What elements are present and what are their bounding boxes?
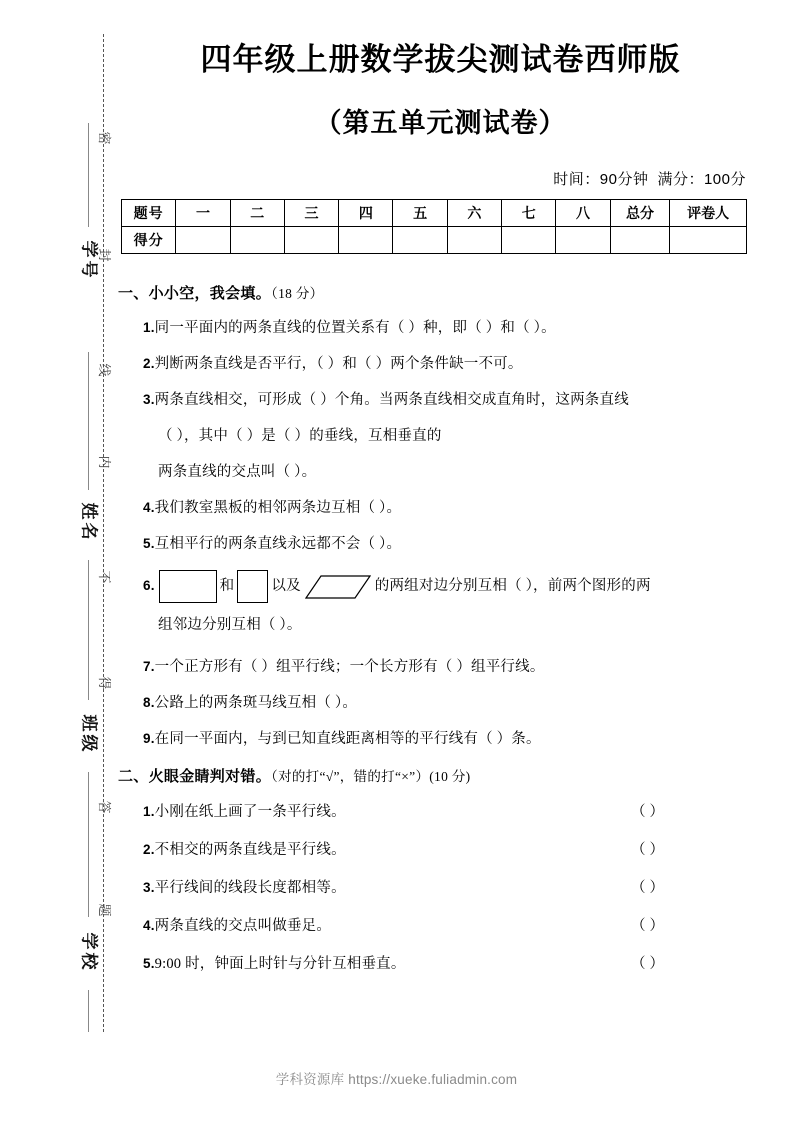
q2-4-number: 4. xyxy=(143,918,155,933)
score-cell-5[interactable] xyxy=(447,227,501,254)
seal-margin xyxy=(0,0,118,1122)
score-cell-2[interactable] xyxy=(284,227,338,254)
q1-3-line-1 xyxy=(143,388,629,409)
q2-2-line xyxy=(143,838,346,859)
square-figure-icon xyxy=(237,570,268,603)
q1-3-line-3 xyxy=(158,460,316,481)
seal-char-7: 题 xyxy=(97,903,112,917)
q1-4-number: 4. xyxy=(143,500,155,515)
seal-char-2: 线 xyxy=(97,363,112,377)
q1-1-line-1 xyxy=(143,316,556,337)
field-label-xingming: 姓名 xyxy=(79,502,99,543)
q1-3-text-line1: 两条直线相交，可形成（ ）个角。当两条直线相交成直角时，这两条直线 xyxy=(154,392,629,408)
q1-6-line-2 xyxy=(158,613,302,634)
q2-3-number: 3. xyxy=(143,880,155,895)
q2-1-number: 1. xyxy=(143,804,155,819)
exam-time-label: 时间：90分钟 xyxy=(553,171,649,188)
score-cell-4[interactable] xyxy=(393,227,447,254)
q2-1-answer-box[interactable]: （ ） xyxy=(631,804,665,820)
score-cell-6[interactable] xyxy=(502,227,556,254)
field-rule-xuehao xyxy=(88,123,89,227)
section-1-label: 一、小小空，我会填。 xyxy=(118,285,272,302)
q1-6-text-b: 以及 xyxy=(271,577,301,594)
q2-1-text: 小刚在纸上画了一条平行线。 xyxy=(154,804,346,820)
q1-6-text-c: 的两组对边分别互相（ ），前两个图形的两 xyxy=(374,577,651,594)
q1-6-line-1 xyxy=(143,570,651,603)
q1-2-number: 2. xyxy=(143,356,155,371)
score-cell-7[interactable] xyxy=(556,227,610,254)
score-table-col-total: 总分 xyxy=(610,200,670,227)
score-table-col-5: 六 xyxy=(447,200,501,227)
q2-4-answer-box[interactable]: （ ） xyxy=(631,918,665,934)
q1-8-text: 公路上的两条斑马线互相（ ）。 xyxy=(154,695,358,711)
q1-6-number: 6. xyxy=(143,577,155,593)
exam-sheet xyxy=(118,0,793,1122)
parallelogram-figure-icon xyxy=(305,575,371,599)
score-table-col-0: 一 xyxy=(176,200,230,227)
table-row-header xyxy=(122,200,747,227)
score-table xyxy=(121,199,747,254)
q1-1-number: 1. xyxy=(143,320,155,335)
q2-5-text: 9:00 时，钟面上时针与分针互相垂直。 xyxy=(154,956,406,972)
q1-3-line-2 xyxy=(158,424,442,445)
q1-4-line-1 xyxy=(143,496,401,517)
q2-5-number: 5. xyxy=(143,956,155,971)
score-table-col-4: 五 xyxy=(393,200,447,227)
exam-score-label: 满分：100分 xyxy=(657,171,746,188)
section-2-points: （对的打“√”，错的打“×”）(10 分) xyxy=(271,769,471,784)
q1-5-line-1 xyxy=(143,532,401,553)
q1-8-line-1 xyxy=(143,691,357,712)
score-table-col-3: 四 xyxy=(339,200,393,227)
q2-2-text: 不相交的两条直线是平行线。 xyxy=(154,842,346,858)
q1-6-text-line2: 组邻边分别互相（ ）。 xyxy=(158,617,302,633)
score-cell-grader[interactable] xyxy=(670,227,747,254)
q2-3-text: 平行线间的线段长度都相等。 xyxy=(154,880,346,896)
q1-9-number: 9. xyxy=(143,731,155,746)
q2-4-line xyxy=(143,914,331,935)
q1-7-text: 一个正方形有（ ）组平行线；一个长方形有（ ）组平行线。 xyxy=(154,659,545,675)
q2-4-text: 两条直线的交点叫做垂足。 xyxy=(154,918,332,934)
q1-5-number: 5. xyxy=(143,536,155,551)
seal-char-0: 密 xyxy=(97,131,112,145)
q2-5-line xyxy=(143,952,406,973)
score-table-col-1: 二 xyxy=(230,200,284,227)
q2-2-number: 2. xyxy=(143,842,155,857)
score-table-col-6: 七 xyxy=(502,200,556,227)
seal-char-1: 封 xyxy=(97,248,112,262)
score-cell-1[interactable] xyxy=(230,227,284,254)
page-title: 四年级上册数学拔尖测试卷西师版 xyxy=(200,42,681,77)
score-table-col-7: 八 xyxy=(556,200,610,227)
footer-credit: 学科资源库 https://xueke.fuliadmin.com xyxy=(275,1072,518,1087)
section-heading-2 xyxy=(118,765,470,786)
q1-3-number: 3. xyxy=(143,392,155,407)
score-table-row-label-0: 题号 xyxy=(122,200,176,227)
q1-7-number: 7. xyxy=(143,659,155,674)
section-2-label: 二、火眼金睛判对错。 xyxy=(118,768,272,785)
score-table-col-grader: 评卷人 xyxy=(670,200,747,227)
score-table-row-label-1: 得分 xyxy=(122,227,176,254)
q2-3-line xyxy=(143,876,346,897)
seal-char-5: 得 xyxy=(97,676,112,690)
field-rule-banji xyxy=(88,620,89,700)
seal-char-6: 答 xyxy=(97,800,112,814)
q1-4-text: 我们教室黑板的相邻两条边互相（ ）。 xyxy=(154,500,402,516)
table-row-score xyxy=(122,227,747,254)
score-cell-total[interactable] xyxy=(610,227,670,254)
score-cell-0[interactable] xyxy=(176,227,230,254)
score-table-col-2: 三 xyxy=(284,200,338,227)
seal-char-4: 不 xyxy=(97,570,112,584)
score-cell-3[interactable] xyxy=(339,227,393,254)
field-label-xuehao: 学号 xyxy=(79,240,99,281)
q1-7-line-1 xyxy=(143,655,545,676)
q1-8-number: 8. xyxy=(143,695,155,710)
page-subtitle: （第五单元测试卷） xyxy=(314,108,567,138)
q1-9-text: 在同一平面内，与到已知直线距离相等的平行线有（ ）条。 xyxy=(154,731,541,747)
q2-1-line xyxy=(143,800,346,821)
q1-1-text: 同一平面内的两条直线的位置关系有（ ）种，即（ ）和（ ）。 xyxy=(154,320,556,336)
q1-5-text: 互相平行的两条直线永远都不会（ ）。 xyxy=(154,536,402,552)
q1-3-text-line2: （ ），其中（ ）是（ ）的垂线，互相垂直的 xyxy=(158,428,442,444)
q2-5-answer-box[interactable]: （ ） xyxy=(631,956,665,972)
section-1-points: （18 分） xyxy=(271,286,324,301)
field-rule-xuexiao xyxy=(88,845,89,917)
field-rule-xingming xyxy=(88,400,89,490)
q2-2-answer-box[interactable]: （ ） xyxy=(631,842,665,858)
field-label-banji: 班级 xyxy=(79,714,99,755)
q1-2-text: 判断两条直线是否平行，（ ）和（ ）两个条件缺一不可。 xyxy=(154,356,523,372)
field-label-xuexiao: 学校 xyxy=(79,932,99,973)
q1-6-text-a: 和 xyxy=(219,577,235,594)
exam-meta xyxy=(553,168,746,189)
q1-9-line-1 xyxy=(143,727,541,748)
q1-3-text-line3: 两条直线的交点叫（ ）。 xyxy=(158,464,317,480)
rectangle-figure-icon xyxy=(159,570,217,603)
q1-2-line-1 xyxy=(143,352,523,373)
section-heading-1 xyxy=(118,282,323,303)
seal-char-3: 内 xyxy=(97,455,112,469)
field-rule-xuexiao-lower xyxy=(88,990,89,1032)
q2-3-answer-box[interactable]: （ ） xyxy=(631,880,665,896)
